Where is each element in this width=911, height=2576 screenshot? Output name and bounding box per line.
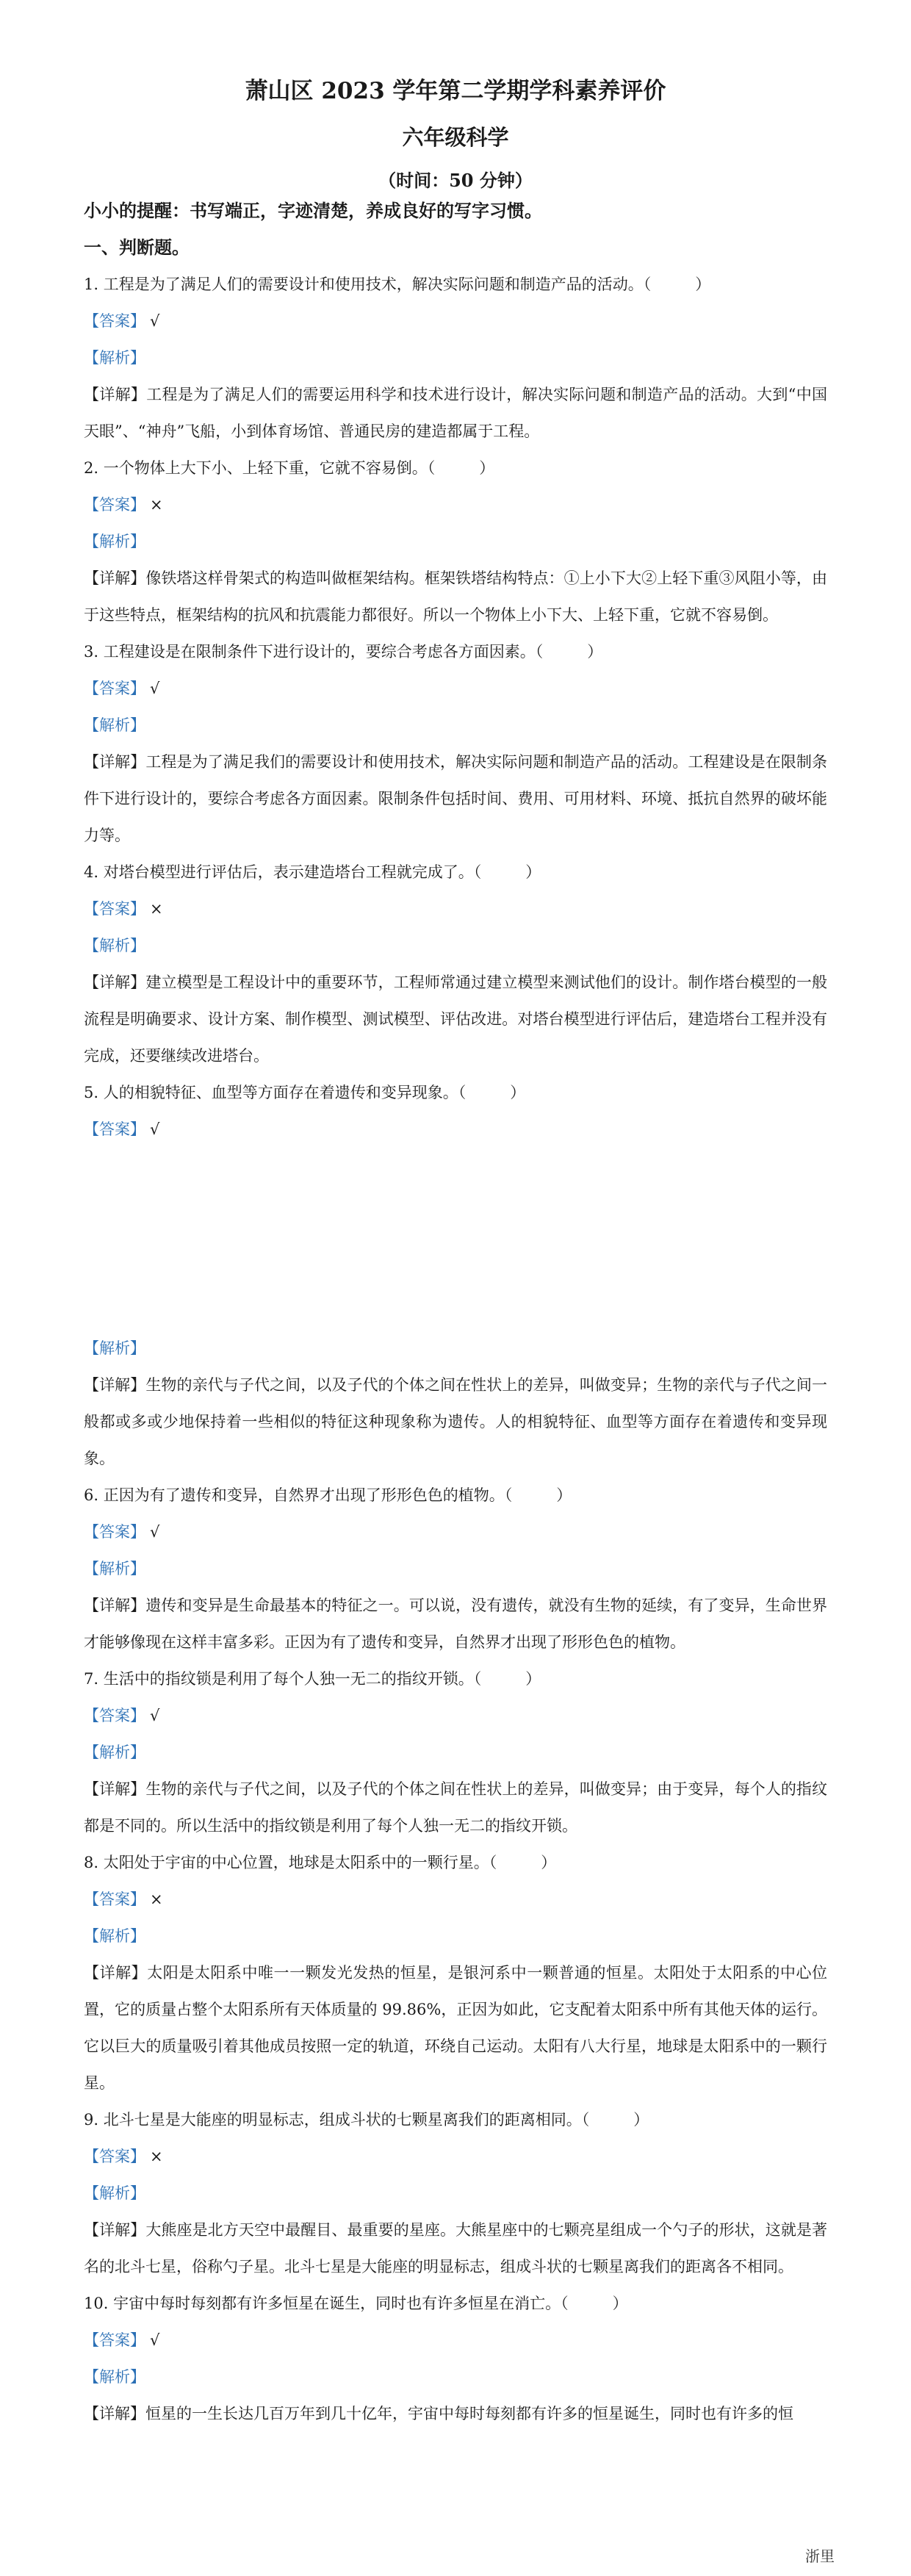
question-stem: 5. 人的相貌特征、血型等方面存在着遗传和变异现象。（ [84,1084,467,1101]
question-stem: 4. 对塔台模型进行评估后，表示建造塔台工程就完成了。（ [84,863,482,881]
detail-text [84,744,827,854]
analysis-label: 【解析】 [84,1744,145,1761]
question-text [84,633,827,670]
detail-label: 【详解】 [84,1597,146,1614]
answer-mark: × [150,900,163,918]
question-close: ） [612,2295,628,2312]
detail-text [84,1367,827,1477]
detail-label: 【详解】 [84,1376,146,1394]
question-stem: 3. 工程建设是在限制条件下进行设计的，要综合考虑各方面因素。（ [84,643,544,661]
answer-line [84,1881,827,1918]
question-close: ） [525,1670,541,1688]
answer-label: 【答案】 [84,2331,145,2349]
analysis-label: 【解析】 [84,349,145,367]
question-text [84,450,827,486]
question-close: ） [510,1084,526,1101]
answer-label: 【答案】 [84,496,145,514]
answer-label: 【答案】 [84,900,145,918]
question-block [84,450,827,633]
page-gap [84,1148,827,1330]
question-stem: 7. 生活中的指纹锁是利用了每个人独一无二的指纹开锁。（ [84,1670,482,1688]
detail-body: 太阳是太阳系中唯一一颗发光发热的恒星，是银河系中一颗普通的恒星。太阳处于太阳系的中心位置，它的质量占整个太阳系所有天体质量的 99.86%，正因为如此，它支配着太阳系中所有其他天体的运行。它以巨大的质量吸引着其他成员按照一定的轨道，环绕自己运动。太阳有八大行星，地球是太阳系中的一颗行星。 [84,1964,828,2092]
page-footer: 浙里 [805,2547,835,2565]
detail-text [84,1771,827,1844]
answer-mark: × [150,2148,163,2165]
detail-text [84,2395,827,2432]
answer-mark: √ [150,1707,160,1724]
detail-body: 工程是为了满足人们的需要运用科学和技术进行设计，解决实际问题和制造产品的活动。大到“中国天眼”、“神舟”飞船，小到体育场馆、普通民房的建造都属于工程。 [84,386,828,440]
analysis-label: 【解析】 [84,716,145,734]
question-text [84,1844,827,1881]
question-close: ） [541,1854,557,1871]
question-block [84,1661,827,1844]
question-close: ） [695,276,711,293]
question-stem: 2. 一个物体上大下小、上轻下重，它就不容易倒。（ [84,459,436,477]
page-subtitle: 六年级科学 [402,125,509,150]
question-close: ） [525,863,541,881]
question-close: ） [633,2111,649,2129]
detail-text [84,2212,827,2285]
detail-label: 【详解】 [84,569,146,587]
question-stem: 10. 宇宙中每时每刻都有许多恒星在诞生，同时也有许多恒星在消亡。（ [84,2295,569,2312]
question-text [84,1074,827,1111]
question-block [84,2101,827,2285]
page-title: 萧山区 2023 学年第二学期学科素养评价 [245,78,666,104]
detail-label: 【详解】 [84,386,147,403]
question-block [84,1844,827,2101]
question-stem: 1. 工程是为了满足人们的需要设计和使用技术，解决实际问题和制造产品的活动。（ [84,276,652,293]
answer-label: 【答案】 [84,1120,145,1138]
detail-text [84,964,827,1074]
detail-text [84,1587,827,1661]
answer-line [84,1514,827,1550]
question-block [84,633,827,854]
answer-label: 【答案】 [84,2148,145,2165]
question-stem: 6. 正因为有了遗传和变异，自然界才出现了形形色色的植物。（ [84,1486,513,1504]
answer-mark: √ [150,1523,160,1541]
answer-line [84,2322,827,2359]
detail-text [84,560,827,633]
analysis-label: 【解析】 [84,1560,145,1577]
answer-mark: √ [150,2331,160,2349]
answer-mark: √ [150,312,160,330]
answer-mark: × [150,496,163,514]
detail-body: 生物的亲代与子代之间，以及子代的个体之间在性状上的差异，叫做变异；生物的亲代与子代之间一般都或多或少地保持着一些相似的特征这种现象称为遗传。人的相貌特征、血型等方面存在着遗传和变异现象。 [84,1376,827,1467]
question-text [84,266,827,303]
question-stem: 9. 北斗七星是大能座的明显标志，组成斗状的七颗星离我们的距离相同。（ [84,2111,590,2129]
document-body [84,193,827,2432]
detail-body: 遗传和变异是生命最基本的特征之一。可以说，没有遗传，就没有生物的延续，有了变异，生命世界才能够像现在这样丰富多彩。正因为有了遗传和变异，自然界才出现了形形色色的植物。 [84,1597,827,1651]
exam-time: （时间：50 分钟） [378,170,533,191]
question-text [84,854,827,891]
answer-mark: √ [150,680,160,697]
question-block [84,266,827,450]
question-block [84,854,827,1074]
question-text [84,1661,827,1697]
document-header [0,72,911,197]
detail-label: 【详解】 [84,974,146,991]
answer-line [84,2138,827,2175]
question-stem: 8. 太阳处于宇宙的中心位置，地球是太阳系中的一颗行星。（ [84,1854,497,1871]
detail-body: 恒星的一生长达几百万年到几十亿年，宇宙中每时每刻都有许多的恒星诞生，同时也有许多的恒 [145,2405,793,2422]
section-heading: 一、判断题。 [84,237,190,258]
answer-line [84,1111,827,1148]
answer-line [84,1697,827,1734]
question-text [84,2285,827,2322]
detail-body: 像铁塔这样骨架式的构造叫做框架结构。框架铁塔结构特点：①上小下大②上轻下重③风阻小等，由于这些特点，框架结构的抗风和抗震能力都很好。所以一个物体上小下大、上轻下重，它就不容易倒。 [84,569,827,624]
answer-line [84,486,827,523]
question-block [84,1074,827,1477]
analysis-label: 【解析】 [84,1339,145,1357]
question-close: ） [556,1486,572,1504]
detail-body: 生物的亲代与子代之间，以及子代的个体之间在性状上的差异，叫做变异；由于变异，每个人的指纹都是不同的。所以生活中的指纹锁是利用了每个人独一无二的指纹开锁。 [84,1780,827,1835]
answer-label: 【答案】 [84,1707,145,1724]
question-block [84,1477,827,1661]
detail-label: 【详解】 [84,2405,145,2422]
reminder-text: 小小的提醒：书写端正，字迹清楚，养成良好的写字习惯。 [84,200,542,221]
detail-label: 【详解】 [84,1964,148,1982]
answer-line [84,303,827,339]
answer-mark: √ [150,1120,160,1138]
detail-body: 工程是为了满足我们的需要设计和使用技术，解决实际问题和制造产品的活动。工程建设是在限制条件下进行设计的，要综合考虑各方面因素。限制条件包括时间、费用、可用材料、环境、抵抗自然界的破坏能力等。 [84,753,827,844]
answer-line [84,891,827,927]
answer-label: 【答案】 [84,312,145,330]
detail-text [84,1954,827,2101]
answer-label: 【答案】 [84,1890,145,1908]
question-text [84,2101,827,2138]
detail-body: 建立模型是工程设计中的重要环节，工程师常通过建立模型来测试他们的设计。制作塔台模型的一般流程是明确要求、设计方案、制作模型、测试模型、评估改进。对塔台模型进行评估后，建造塔台工程并没有完成，还要继续改进塔台。 [84,974,827,1065]
detail-label: 【详解】 [84,2221,146,2239]
analysis-label: 【解析】 [84,937,145,954]
analysis-label: 【解析】 [84,2368,145,2386]
analysis-label: 【解析】 [84,1927,145,1945]
detail-label: 【详解】 [84,1780,146,1798]
question-block [84,2285,827,2432]
answer-label: 【答案】 [84,680,145,697]
question-close: ） [479,459,495,477]
question-text [84,1477,827,1514]
answer-line [84,670,827,707]
answer-label: 【答案】 [84,1523,145,1541]
analysis-label: 【解析】 [84,533,145,550]
detail-text [84,376,827,450]
analysis-label: 【解析】 [84,2184,145,2202]
question-close: ） [587,643,603,661]
detail-body: 大熊座是北方天空中最醒目、最重要的星座。大熊星座中的七颗亮星组成一个勺子的形状，这就是著名的北斗七星，俗称勺子星。北斗七星是大能座的明显标志，组成斗状的七颗星离我们的距离各不相同。 [84,2221,827,2275]
answer-mark: × [150,1890,163,1908]
detail-label: 【详解】 [84,753,146,771]
